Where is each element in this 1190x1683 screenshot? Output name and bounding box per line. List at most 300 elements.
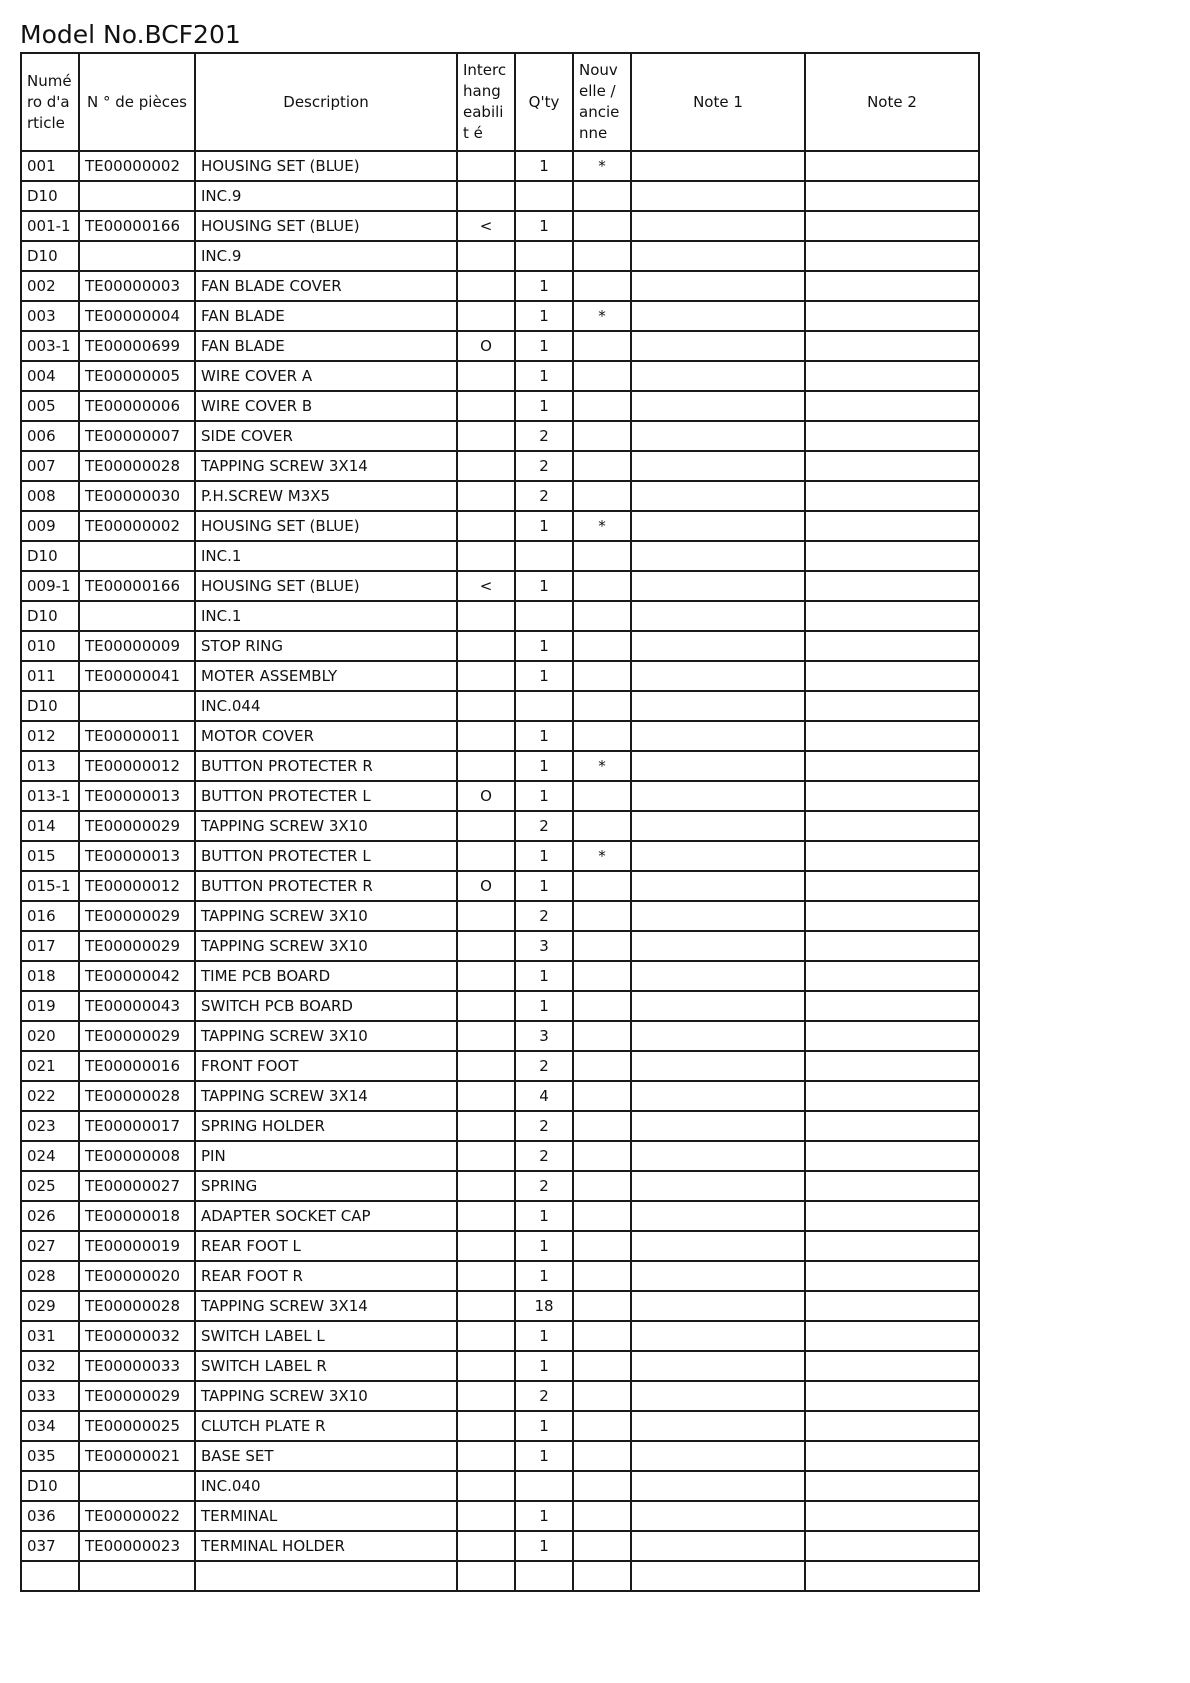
cell-item-no: 033 (21, 1381, 79, 1411)
cell-description: FAN BLADE (195, 331, 457, 361)
cell-qty: 1 (515, 1261, 573, 1291)
cell-interchangeability (457, 661, 515, 691)
header-note1: Note 1 (631, 53, 805, 151)
cell-part-no: TE00000699 (79, 331, 195, 361)
cell-description: TAPPING SCREW 3X10 (195, 1021, 457, 1051)
cell-interchangeability (457, 691, 515, 721)
cell-description: P.H.SCREW M3X5 (195, 481, 457, 511)
cell-description: INC.9 (195, 181, 457, 211)
cell-note2 (805, 601, 979, 631)
cell-note1 (631, 691, 805, 721)
cell-description: TERMINAL HOLDER (195, 1531, 457, 1561)
cell-note1 (631, 1111, 805, 1141)
table-row (21, 1471, 979, 1501)
cell-description: SWITCH PCB BOARD (195, 991, 457, 1021)
cell-note1 (631, 1081, 805, 1111)
cell-note2 (805, 1171, 979, 1201)
table-row (21, 481, 979, 511)
cell-note1 (631, 1351, 805, 1381)
cell-note1 (631, 1471, 805, 1501)
table-row (21, 271, 979, 301)
cell-interchangeability (457, 301, 515, 331)
cell-note1 (631, 1291, 805, 1321)
cell-item-no: 003-1 (21, 331, 79, 361)
cell-interchangeability (457, 181, 515, 211)
cell-new-old: * (573, 751, 631, 781)
cell-note2 (805, 1261, 979, 1291)
cell-interchangeability (457, 1261, 515, 1291)
cell-item-no: 036 (21, 1501, 79, 1531)
table-row (21, 1441, 979, 1471)
cell-note1 (631, 541, 805, 571)
cell-item-no: 007 (21, 451, 79, 481)
cell-interchangeability (457, 1471, 515, 1501)
cell-part-no: TE00000029 (79, 931, 195, 961)
table-row (21, 991, 979, 1021)
table-row (21, 1141, 979, 1171)
cell-qty (515, 541, 573, 571)
cell-interchangeability (457, 901, 515, 931)
cell-part-no: TE00000016 (79, 1051, 195, 1081)
table-row (21, 841, 979, 871)
cell-description: TAPPING SCREW 3X10 (195, 901, 457, 931)
cell-description: HOUSING SET (BLUE) (195, 511, 457, 541)
cell-note2 (805, 1411, 979, 1441)
cell-note1 (631, 781, 805, 811)
cell-note1 (631, 241, 805, 271)
cell-note1 (631, 1561, 805, 1591)
cell-note1 (631, 931, 805, 961)
cell-qty: 1 (515, 151, 573, 181)
cell-interchangeability (457, 1291, 515, 1321)
cell-part-no: TE00000021 (79, 1441, 195, 1471)
table-row (21, 1021, 979, 1051)
cell-item-no: 012 (21, 721, 79, 751)
cell-description: FRONT FOOT (195, 1051, 457, 1081)
cell-item-no: 023 (21, 1111, 79, 1141)
cell-note1 (631, 511, 805, 541)
parts-table (20, 52, 980, 1592)
cell-note1 (631, 901, 805, 931)
cell-note2 (805, 541, 979, 571)
table-row (21, 1501, 979, 1531)
table-row (21, 151, 979, 181)
cell-interchangeability: O (457, 331, 515, 361)
cell-item-no: 002 (21, 271, 79, 301)
cell-description: TAPPING SCREW 3X14 (195, 451, 457, 481)
cell-item-no: 014 (21, 811, 79, 841)
table-row (21, 871, 979, 901)
cell-note2 (805, 331, 979, 361)
table-row (21, 421, 979, 451)
cell-new-old: * (573, 301, 631, 331)
cell-note2 (805, 451, 979, 481)
table-row (21, 211, 979, 241)
cell-qty: 1 (515, 1231, 573, 1261)
cell-part-no: TE00000013 (79, 781, 195, 811)
cell-part-no: TE00000012 (79, 751, 195, 781)
cell-new-old (573, 1441, 631, 1471)
cell-item-no: 034 (21, 1411, 79, 1441)
cell-part-no: TE00000017 (79, 1111, 195, 1141)
table-row (21, 901, 979, 931)
table-row (21, 1381, 979, 1411)
cell-part-no (79, 691, 195, 721)
cell-new-old (573, 1351, 631, 1381)
cell-note2 (805, 1141, 979, 1171)
cell-interchangeability: O (457, 781, 515, 811)
cell-description: WIRE COVER A (195, 361, 457, 391)
header-new-old: Nouv elle / ancie nne (573, 53, 631, 151)
cell-item-no (21, 1561, 79, 1591)
table-row (21, 1411, 979, 1441)
cell-new-old (573, 1021, 631, 1051)
cell-part-no: TE00000033 (79, 1351, 195, 1381)
cell-interchangeability (457, 841, 515, 871)
cell-qty: 1 (515, 1351, 573, 1381)
cell-description: SPRING (195, 1171, 457, 1201)
cell-note1 (631, 1021, 805, 1051)
cell-note1 (631, 721, 805, 751)
cell-new-old (573, 601, 631, 631)
cell-item-no: 001 (21, 151, 79, 181)
header-interchangeability: Interc hang eabilit é (457, 53, 515, 151)
cell-qty (515, 241, 573, 271)
cell-note1 (631, 181, 805, 211)
cell-note1 (631, 1321, 805, 1351)
cell-description: INC.1 (195, 541, 457, 571)
cell-new-old (573, 811, 631, 841)
cell-new-old (573, 1231, 631, 1261)
cell-description: TAPPING SCREW 3X10 (195, 811, 457, 841)
cell-note2 (805, 1321, 979, 1351)
cell-note1 (631, 871, 805, 901)
header-part-no: N ° de pièces (79, 53, 195, 151)
cell-qty: 1 (515, 511, 573, 541)
cell-item-no: D10 (21, 541, 79, 571)
cell-new-old (573, 1321, 631, 1351)
cell-description: HOUSING SET (BLUE) (195, 571, 457, 601)
cell-item-no: 035 (21, 1441, 79, 1471)
cell-interchangeability (457, 1411, 515, 1441)
table-row (21, 181, 979, 211)
cell-description: BUTTON PROTECTER R (195, 871, 457, 901)
cell-part-no: TE00000006 (79, 391, 195, 421)
cell-note1 (631, 1501, 805, 1531)
cell-interchangeability (457, 991, 515, 1021)
cell-note1 (631, 661, 805, 691)
table-row (21, 781, 979, 811)
cell-note1 (631, 1201, 805, 1231)
cell-item-no: 009 (21, 511, 79, 541)
cell-note1 (631, 1231, 805, 1261)
cell-interchangeability (457, 361, 515, 391)
table-row (21, 541, 979, 571)
cell-part-no: TE00000013 (79, 841, 195, 871)
cell-item-no: 021 (21, 1051, 79, 1081)
cell-qty: 2 (515, 1171, 573, 1201)
cell-qty: 2 (515, 1051, 573, 1081)
cell-note2 (805, 1021, 979, 1051)
cell-item-no: D10 (21, 691, 79, 721)
cell-new-old (573, 271, 631, 301)
cell-part-no: TE00000005 (79, 361, 195, 391)
cell-qty: 1 (515, 661, 573, 691)
cell-new-old (573, 541, 631, 571)
cell-qty: 1 (515, 391, 573, 421)
cell-item-no: 001-1 (21, 211, 79, 241)
cell-description: SWITCH LABEL R (195, 1351, 457, 1381)
cell-note2 (805, 361, 979, 391)
cell-new-old (573, 1111, 631, 1141)
page-title: Model No.BCF201 (20, 20, 241, 49)
cell-note2 (805, 751, 979, 781)
table-row (21, 1081, 979, 1111)
cell-interchangeability (457, 1441, 515, 1471)
cell-description: HOUSING SET (BLUE) (195, 211, 457, 241)
cell-description: INC.040 (195, 1471, 457, 1501)
cell-qty: 1 (515, 1501, 573, 1531)
cell-note1 (631, 1441, 805, 1471)
table-row (21, 391, 979, 421)
cell-new-old (573, 1141, 631, 1171)
cell-interchangeability (457, 451, 515, 481)
cell-new-old (573, 1081, 631, 1111)
cell-note2 (805, 661, 979, 691)
cell-interchangeability (457, 751, 515, 781)
cell-item-no: 031 (21, 1321, 79, 1351)
cell-part-no: TE00000011 (79, 721, 195, 751)
cell-note2 (805, 1531, 979, 1561)
cell-qty: 1 (515, 271, 573, 301)
cell-qty: 1 (515, 1531, 573, 1561)
table-row (21, 1171, 979, 1201)
cell-new-old (573, 421, 631, 451)
cell-qty: 2 (515, 481, 573, 511)
cell-qty: 1 (515, 871, 573, 901)
cell-new-old (573, 571, 631, 601)
cell-part-no: TE00000025 (79, 1411, 195, 1441)
cell-new-old: * (573, 511, 631, 541)
cell-interchangeability (457, 271, 515, 301)
cell-part-no: TE00000166 (79, 571, 195, 601)
cell-description: TAPPING SCREW 3X10 (195, 1381, 457, 1411)
cell-note2 (805, 1231, 979, 1261)
cell-item-no: D10 (21, 601, 79, 631)
table-row (21, 1231, 979, 1261)
cell-new-old (573, 1411, 631, 1441)
cell-item-no: 013-1 (21, 781, 79, 811)
cell-note2 (805, 1291, 979, 1321)
cell-interchangeability (457, 1351, 515, 1381)
cell-note1 (631, 1171, 805, 1201)
cell-qty: 2 (515, 1111, 573, 1141)
cell-part-no: TE00000004 (79, 301, 195, 331)
cell-note1 (631, 991, 805, 1021)
table-row (21, 931, 979, 961)
cell-item-no: 037 (21, 1531, 79, 1561)
cell-qty (515, 1561, 573, 1591)
cell-note2 (805, 211, 979, 241)
cell-part-no (79, 241, 195, 271)
cell-item-no: 004 (21, 361, 79, 391)
cell-note1 (631, 301, 805, 331)
cell-item-no: 024 (21, 1141, 79, 1171)
cell-qty (515, 691, 573, 721)
cell-note1 (631, 391, 805, 421)
cell-item-no: 017 (21, 931, 79, 961)
cell-new-old (573, 361, 631, 391)
cell-new-old (573, 1561, 631, 1591)
cell-interchangeability (457, 1231, 515, 1261)
cell-new-old (573, 961, 631, 991)
cell-description: MOTOR COVER (195, 721, 457, 751)
cell-qty: 1 (515, 211, 573, 241)
cell-new-old (573, 1381, 631, 1411)
cell-item-no: 026 (21, 1201, 79, 1231)
cell-note2 (805, 1441, 979, 1471)
cell-part-no: TE00000002 (79, 511, 195, 541)
cell-qty: 2 (515, 901, 573, 931)
cell-item-no: 015 (21, 841, 79, 871)
cell-note2 (805, 1351, 979, 1381)
cell-note1 (631, 451, 805, 481)
cell-interchangeability (457, 1081, 515, 1111)
cell-qty: 1 (515, 631, 573, 661)
cell-note2 (805, 961, 979, 991)
cell-new-old (573, 901, 631, 931)
cell-interchangeability (457, 391, 515, 421)
cell-qty: 2 (515, 1381, 573, 1411)
table-row (21, 331, 979, 361)
cell-interchangeability (457, 1501, 515, 1531)
cell-part-no: TE00000032 (79, 1321, 195, 1351)
cell-item-no: 003 (21, 301, 79, 331)
cell-new-old (573, 391, 631, 421)
cell-description: INC.1 (195, 601, 457, 631)
cell-note1 (631, 1411, 805, 1441)
cell-part-no: TE00000023 (79, 1531, 195, 1561)
cell-interchangeability (457, 1141, 515, 1171)
table-row (21, 1291, 979, 1321)
cell-interchangeability (457, 1051, 515, 1081)
cell-note2 (805, 691, 979, 721)
cell-interchangeability: O (457, 871, 515, 901)
cell-note1 (631, 331, 805, 361)
cell-interchangeability (457, 541, 515, 571)
cell-part-no: TE00000043 (79, 991, 195, 1021)
cell-description: MOTER ASSEMBLY (195, 661, 457, 691)
cell-qty: 1 (515, 571, 573, 601)
cell-new-old (573, 1291, 631, 1321)
cell-description: INC.9 (195, 241, 457, 271)
cell-note2 (805, 181, 979, 211)
cell-qty: 1 (515, 991, 573, 1021)
cell-part-no: TE00000019 (79, 1231, 195, 1261)
table-row (21, 1201, 979, 1231)
cell-qty: 1 (515, 1201, 573, 1231)
cell-note1 (631, 631, 805, 661)
cell-new-old (573, 181, 631, 211)
cell-item-no: D10 (21, 241, 79, 271)
cell-qty: 3 (515, 931, 573, 961)
cell-part-no: TE00000028 (79, 451, 195, 481)
cell-qty: 1 (515, 331, 573, 361)
header-item-no: Numé ro d'a rticle (21, 53, 79, 151)
cell-description: SIDE COVER (195, 421, 457, 451)
cell-note2 (805, 841, 979, 871)
cell-new-old (573, 871, 631, 901)
cell-interchangeability (457, 1321, 515, 1351)
cell-interchangeability (457, 241, 515, 271)
cell-note2 (805, 391, 979, 421)
header-description: Description (195, 53, 457, 151)
cell-description (195, 1561, 457, 1591)
cell-description: SWITCH LABEL L (195, 1321, 457, 1351)
cell-description: TERMINAL (195, 1501, 457, 1531)
cell-note2 (805, 631, 979, 661)
cell-note2 (805, 1561, 979, 1591)
cell-note2 (805, 481, 979, 511)
cell-new-old (573, 661, 631, 691)
table-body (21, 151, 979, 1591)
cell-part-no (79, 1471, 195, 1501)
cell-item-no: 027 (21, 1231, 79, 1261)
cell-note2 (805, 721, 979, 751)
cell-qty: 1 (515, 721, 573, 751)
cell-note1 (631, 481, 805, 511)
cell-note1 (631, 271, 805, 301)
cell-qty: 2 (515, 421, 573, 451)
cell-note2 (805, 511, 979, 541)
table-row (21, 451, 979, 481)
table-row (21, 1351, 979, 1381)
cell-note2 (805, 991, 979, 1021)
cell-part-no (79, 1561, 195, 1591)
cell-qty: 1 (515, 781, 573, 811)
cell-item-no: 009-1 (21, 571, 79, 601)
header-qty: Q'ty (515, 53, 573, 151)
cell-note2 (805, 781, 979, 811)
table-row (21, 1321, 979, 1351)
cell-item-no: 019 (21, 991, 79, 1021)
table-row (21, 361, 979, 391)
cell-note2 (805, 1471, 979, 1501)
cell-new-old (573, 331, 631, 361)
cell-part-no (79, 601, 195, 631)
cell-note2 (805, 1201, 979, 1231)
cell-new-old (573, 1531, 631, 1561)
cell-item-no: 015-1 (21, 871, 79, 901)
cell-description: BUTTON PROTECTER L (195, 841, 457, 871)
cell-description: TIME PCB BOARD (195, 961, 457, 991)
cell-note2 (805, 301, 979, 331)
cell-note2 (805, 1501, 979, 1531)
cell-interchangeability (457, 961, 515, 991)
cell-item-no: 032 (21, 1351, 79, 1381)
cell-qty: 1 (515, 1411, 573, 1441)
cell-qty: 1 (515, 961, 573, 991)
cell-note2 (805, 901, 979, 931)
cell-note2 (805, 811, 979, 841)
cell-note2 (805, 1051, 979, 1081)
cell-note2 (805, 421, 979, 451)
cell-part-no: TE00000028 (79, 1291, 195, 1321)
cell-note1 (631, 1261, 805, 1291)
cell-note2 (805, 1111, 979, 1141)
cell-new-old (573, 691, 631, 721)
table-row (21, 301, 979, 331)
